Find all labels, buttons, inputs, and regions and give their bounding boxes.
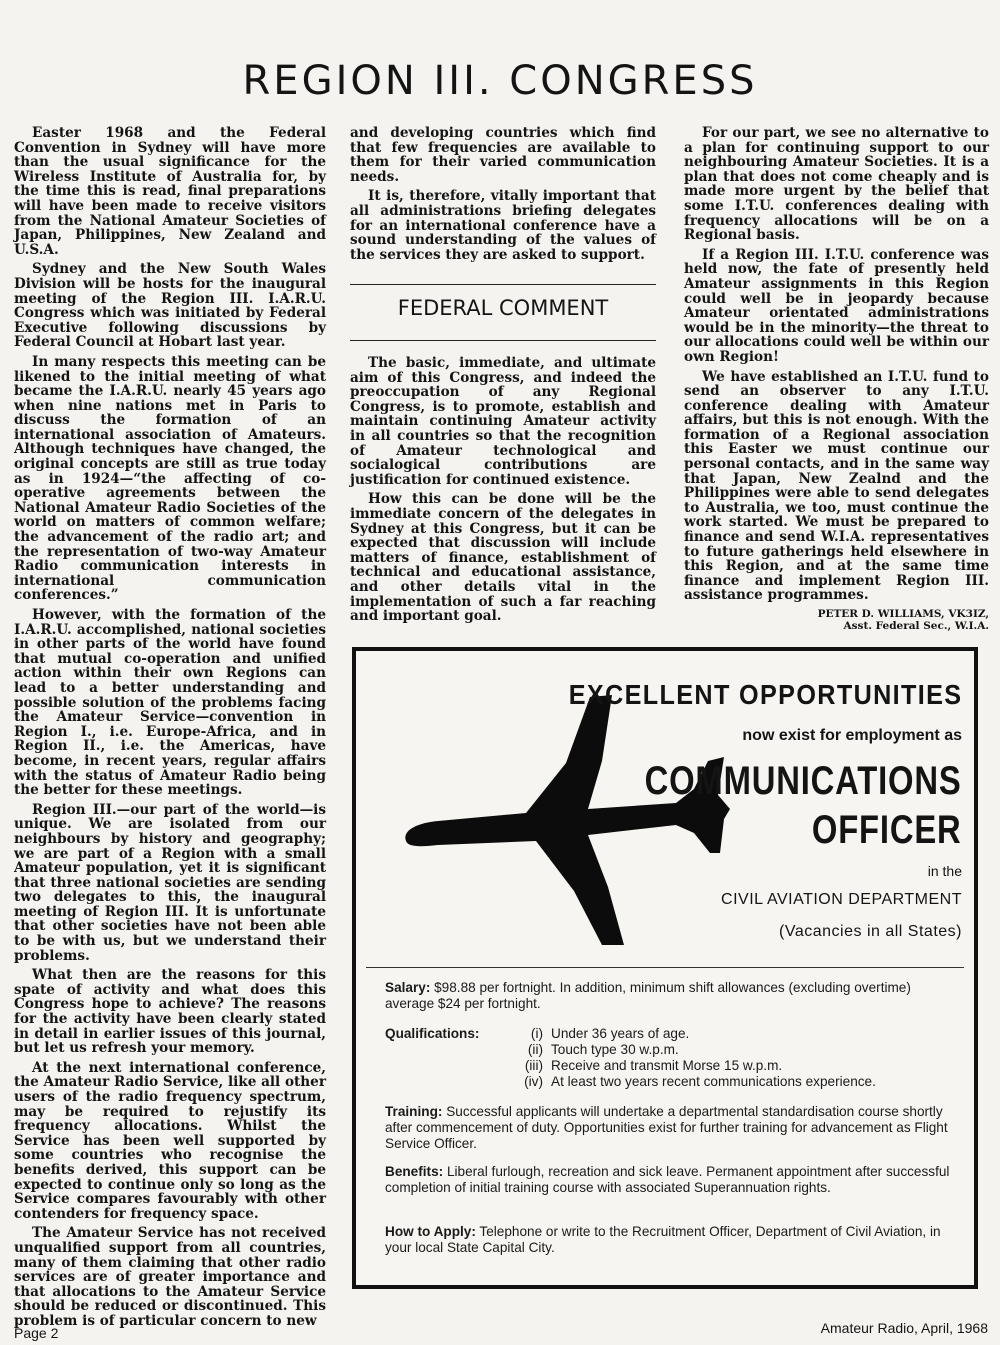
article-column-3: [684, 126, 989, 632]
ad-subheadline: now exist for employment as: [742, 727, 962, 744]
publication-line: Amateur Radio, April, 1968: [820, 1320, 988, 1336]
ad-in-the: in the: [927, 863, 962, 879]
section-divider: [350, 340, 656, 341]
training-section: [385, 1104, 960, 1152]
paragraph: The Amateur Service has not received unqualified support from all countries, many of them claiming that other radio services are of greater importance and that allocations to the Amateur Service should be reduced or discontinued. This problem is of particular concern to new: [14, 1225, 326, 1329]
paragraph: How this can be done will be the immediate concern of the delegates in Sydney at this Congress, but it can be expected that discussion will include matters of finance, establishment of technical and educational assistance, and other details vital in the implementation of such a far reaching and important goal.: [350, 491, 656, 625]
paragraph: Region III.—our part of the world—is unique. We are isolated from our neighbours by history and geography; we are part of a Region with a small Amateur population, yet it is significant that three national societies are sending two delegates to this, the inaugural meeting of Region III. It is unfortunate that other societies have not been able to be with us, but we understand their problems.: [14, 801, 326, 964]
qualifications-section: [385, 1026, 960, 1090]
paragraph: and developing countries which find that few frequencies are available to them for their varied communication needs.: [350, 125, 656, 185]
signature: [684, 608, 989, 632]
benefits-section: [385, 1164, 960, 1196]
qualifications-label: Qualifications:: [385, 1026, 480, 1041]
signature-role: Asst. Federal Sec., W.I.A.: [843, 620, 989, 632]
page-title: REGION III. CONGRESS: [242, 58, 758, 104]
airplane-icon: [376, 691, 736, 951]
paragraph: Easter 1968 and the Federal Convention in Sydney will have more than the usual significance for the Wireless Institute of Australia for, by the time this is read, final preparations will have been made to receive visitors from the National Amateur Societies of Japan, Philippines, New Zealand and U.S.A.: [14, 125, 326, 258]
paragraph: Sydney and the New South Wales Division will be hosts for the inaugural meeting of the Region III. I.A.R.U. Congress which was initiated by Federal Executive following discussions by Federal Council at Hobart last year.: [14, 261, 326, 351]
paragraph: If a Region III. I.T.U. conference was held now, the fate of presently held Amateur assignments in this Region could well be in jeopardy because Amateur orientated administrations would be in the minority—the threat to our allocations could well be within our own Region!: [684, 246, 989, 365]
ad-vacancies: (Vacancies in all States): [779, 923, 962, 940]
list-item: (iii) Receive and transmit Morse 15 w.p.m.: [524, 1058, 783, 1073]
benefits-label: Benefits:: [385, 1164, 444, 1179]
paragraph: However, with the formation of the I.A.R.U. accomplished, national societies in other parts of the world have found that mutual co-operation and unified action within their own Regions can lead to a better understanding and possible solution of the problems facing the Amateur Service—convention in Region I., i.e. Europe-Africa, and in Region II., i.e. the Americas, have become, in recent years, regular affairs with the status of Amateur Radio being the better for these meetings.: [14, 607, 326, 799]
job-title-line-1: COMMUNICATIONS: [645, 759, 962, 803]
paragraph: What then are the reasons for this spate of activity and what does this Congress hope to achieve? The reasons for the activity have been clearly stated in detail in earlier issues of this journal, but let us refresh your memory.: [14, 967, 326, 1057]
federal-comment-heading: FEDERAL COMMENT: [397, 296, 609, 320]
paragraph: At the next international conference, the Amateur Radio Service, like all other users of the radio frequency spectrum, may be required to rejustify its frequency allocations. Whilst the Service has been well supported by some countries who recognise the benefits derived, this support can be expected to continue only so long as the Service compares favourably with other contenders for frequency space.: [14, 1059, 326, 1222]
salary-text: $98.88 per fortnight. In addition, minimum shift allowances (excluding overtime) average $24 per fortnight.: [385, 980, 911, 1011]
job-advertisement: [352, 647, 978, 1289]
article-column-2: [350, 126, 656, 267]
list-item: (iv) At least two years recent communications experience.: [524, 1074, 876, 1089]
ad-details: [366, 967, 964, 1275]
training-text: Successful applicants will undertake a departmental standardisation course shortly after commencement of duty. Opportunities exist for further training for advancement as Flight Service Officer.: [385, 1104, 948, 1151]
job-title-line-2: OFFICER: [812, 808, 962, 852]
salary-label: Salary:: [385, 980, 431, 995]
section-divider: [350, 284, 656, 285]
list-item: (ii) Touch type 30 w.p.m.: [527, 1042, 679, 1057]
apply-text: Telephone or write to the Recruitment Officer, Department of Civil Aviation, in your local State Capital City.: [385, 1224, 941, 1255]
paragraph: The basic, immediate, and ultimate aim of this Congress, and indeed the preoccupation of any Regional Congress, is to promote, establish and maintain continuing Amateur activity in all countries so that the recognition of Amateur technological and socialogical contributions are justification for continued existence.: [350, 355, 656, 488]
article-column-1: [14, 126, 326, 1334]
signature-name: PETER D. WILLIAMS, VK3IZ,: [817, 608, 989, 620]
apply-label: How to Apply:: [385, 1224, 476, 1239]
paragraph: It is, therefore, vitally important that all administrations briefing delegates for an international conference have a sound understanding of the values of the services they are asked to support.: [350, 188, 656, 263]
paragraph: In many respects this meeting can be likened to the initial meeting of what became the I.A.R.U. nearly 45 years ago when nine nations met in Paris to discuss the formation of an international association of Amateurs. Although techniques have changed, the original concepts are still as true today as in 1924—“the affecting of co-operative agreements between the National Amateur Radio Societies of the world on matters of common welfare; the advancement of the radio art; and the representation of two-way Amateur Radio communication interests in international communication conferences.”: [14, 353, 326, 604]
benefits-text: Liberal furlough, recreation and sick leave. Permanent appointment after successful completion of initial training course with associated Superannuation rights.: [385, 1164, 950, 1195]
page-number: Page 2: [14, 1325, 59, 1341]
paragraph: For our part, we see no alternative to a plan for continuing support to our neighbouring Amateur Societies. It is a plan that does not come cheaply and is made more urgent by the belief that some I.T.U. conferences dealing with frequency allocations will be on a Regional basis.: [684, 125, 989, 244]
paragraph: We have established an I.T.U. fund to send an observer to any I.T.U. conference dealing with Amateur affairs, but this is not enough. With the formation of a Regional association this Easter we must continue our personal contacts, and in the same way that Japan, New Zealnd and the Philippines were able to send delegates to Australia, we too, must continue the work started. We must be prepared to finance and send W.I.A. representatives to future gatherings held elsewhere in this Region, and at the same time finance and implement Region III. assistance programmes.: [684, 368, 989, 604]
salary-section: [385, 980, 960, 1012]
list-item: (i) Under 36 years of age.: [530, 1026, 690, 1041]
apply-section: [385, 1224, 960, 1256]
training-label: Training:: [385, 1104, 443, 1119]
ad-department: CIVIL AVIATION DEPARTMENT: [721, 891, 962, 908]
federal-comment-body: [350, 356, 656, 629]
ad-headline: EXCELLENT OPPORTUNITIES: [568, 679, 962, 710]
